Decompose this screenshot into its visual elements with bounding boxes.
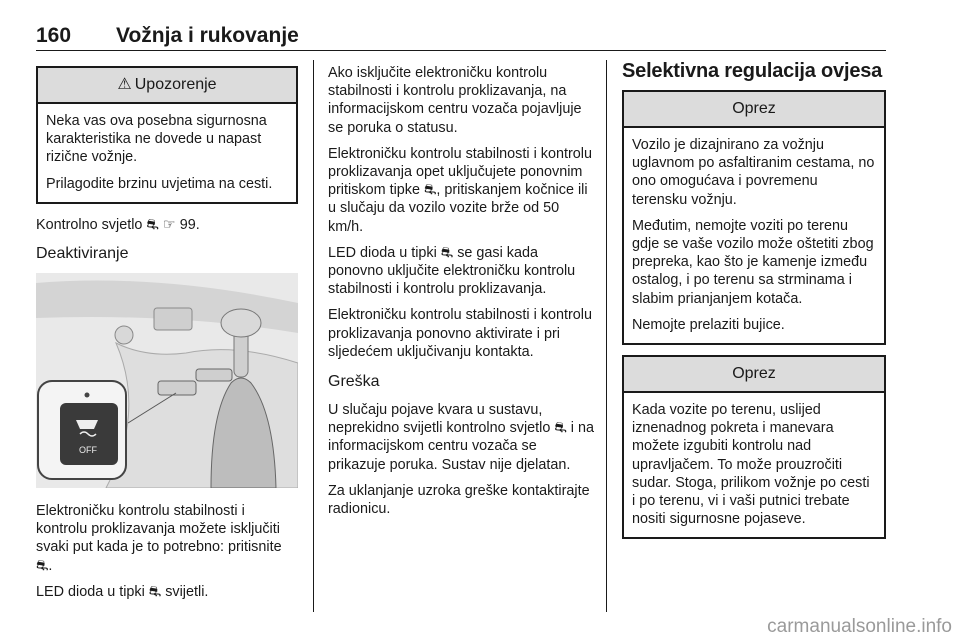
column-divider <box>606 60 607 612</box>
caution-paragraph: Kada vozite po terenu, uslijed iznenadnog pokreta i manevara možete izgubiti kontrolu nad upravljačem. To može prouzročiti sudar. Stoga, prilikom vožnje po cesti i po terenu, vi i vaši putnici trebate nositi sigurnosne pojaseve. <box>632 402 870 528</box>
caution-paragraph: Vozilo je dizajnirano za vožnju uglavnom po asfaltiranim cestama, no ono omogućava i povremenu terensku vožnju. <box>632 137 875 208</box>
warning-box-header <box>38 68 296 104</box>
info-paragraph: LED dioda u tipki ⛐ se gasi kada ponovno uključite elektroničku kontrolu stabilnosti i kontrolu proklizavanja. <box>328 244 576 298</box>
info-paragraph: Elektroničku kontrolu stabilnosti i kontrolu proklizavanja ponovno aktivirate i pri sljedećem uključivanju kontakta. <box>328 307 592 360</box>
fault-heading: Greška <box>328 373 380 391</box>
chapter-title: Vožnja i rukovanje <box>116 24 299 47</box>
caution-box <box>622 355 886 539</box>
warning-paragraph: Neka vas ova posebna sigurnosna karakteristika ne dovede u napast rizične vožnje. <box>46 113 267 166</box>
deactivation-paragraph: Elektroničku kontrolu stabilnosti i kontrolu proklizavanja možete isključiti svaki put kada je to potrebno: pritisnite ⛐. <box>36 503 282 574</box>
column-3 <box>622 60 886 539</box>
caution-box-header: Oprez <box>624 92 884 128</box>
led-paragraph: LED dioda u tipki ⛐ svijetli. <box>36 583 209 600</box>
info-paragraph: Elektroničku kontrolu stabilnosti i kontrolu proklizavanja opet uključujete ponovnim pritiskom tipke ⛐, pritiskanjem kočnice ili u slučaju da vozilo vozite brže od 50 km/h. <box>328 145 592 235</box>
section-title: Selektivna regulacija ovjesa <box>622 60 883 82</box>
warning-box <box>36 66 298 204</box>
page-number: 160 <box>36 24 72 47</box>
console-figure <box>36 273 298 488</box>
column-divider <box>313 60 314 612</box>
caution-paragraph: Nemojte prelaziti bujice. <box>632 316 785 333</box>
warning-paragraph: Prilagodite brzinu uvjetima na cesti. <box>46 175 273 192</box>
fault-paragraph: U slučaju pojave kvara u sustavu, neprekidno svijetli kontrolno svjetlo ⛐ i na informacijskom centru vozača se prikazuje poruka. Sustav nije djelatan. <box>328 402 594 473</box>
header-rule <box>36 50 886 51</box>
warning-box-body <box>38 104 296 202</box>
info-paragraph: Ako isključite elektroničku kontrolu stabilnosti i kontrolu proklizavanja, na informacijskom centru vozača pojavljuje se poruka o statusu. <box>328 65 582 136</box>
caution-paragraph: Međutim, nemojte voziti po terenu gdje se vaše vozilo može oštetiti zbog prepreka, kao što je kamenje između ostalog, i po terenu sa strminama i slabim prianjanjem kotača. <box>632 217 874 307</box>
warning-title: Upozorenje <box>134 76 217 93</box>
warning-triangle-icon: ⚠ <box>117 76 132 93</box>
watermark: carmanualsonline.info <box>767 616 952 637</box>
page-header <box>36 24 886 52</box>
indicator-reference: Kontrolno svjetlo ⛐ ☞ 99. <box>36 216 200 233</box>
off-button-label: OFF <box>79 445 97 456</box>
deactivation-heading: Deaktiviranje <box>36 245 129 263</box>
caution-box-header: Oprez <box>624 357 884 393</box>
column-1 <box>36 60 298 609</box>
caution-box-body <box>624 128 884 343</box>
caution-box-body <box>624 393 884 537</box>
column-2 <box>328 60 594 526</box>
caution-box <box>622 90 886 345</box>
fault-paragraph: Za uklanjanje uzroka greške kontaktirajte radionicu. <box>328 482 590 518</box>
